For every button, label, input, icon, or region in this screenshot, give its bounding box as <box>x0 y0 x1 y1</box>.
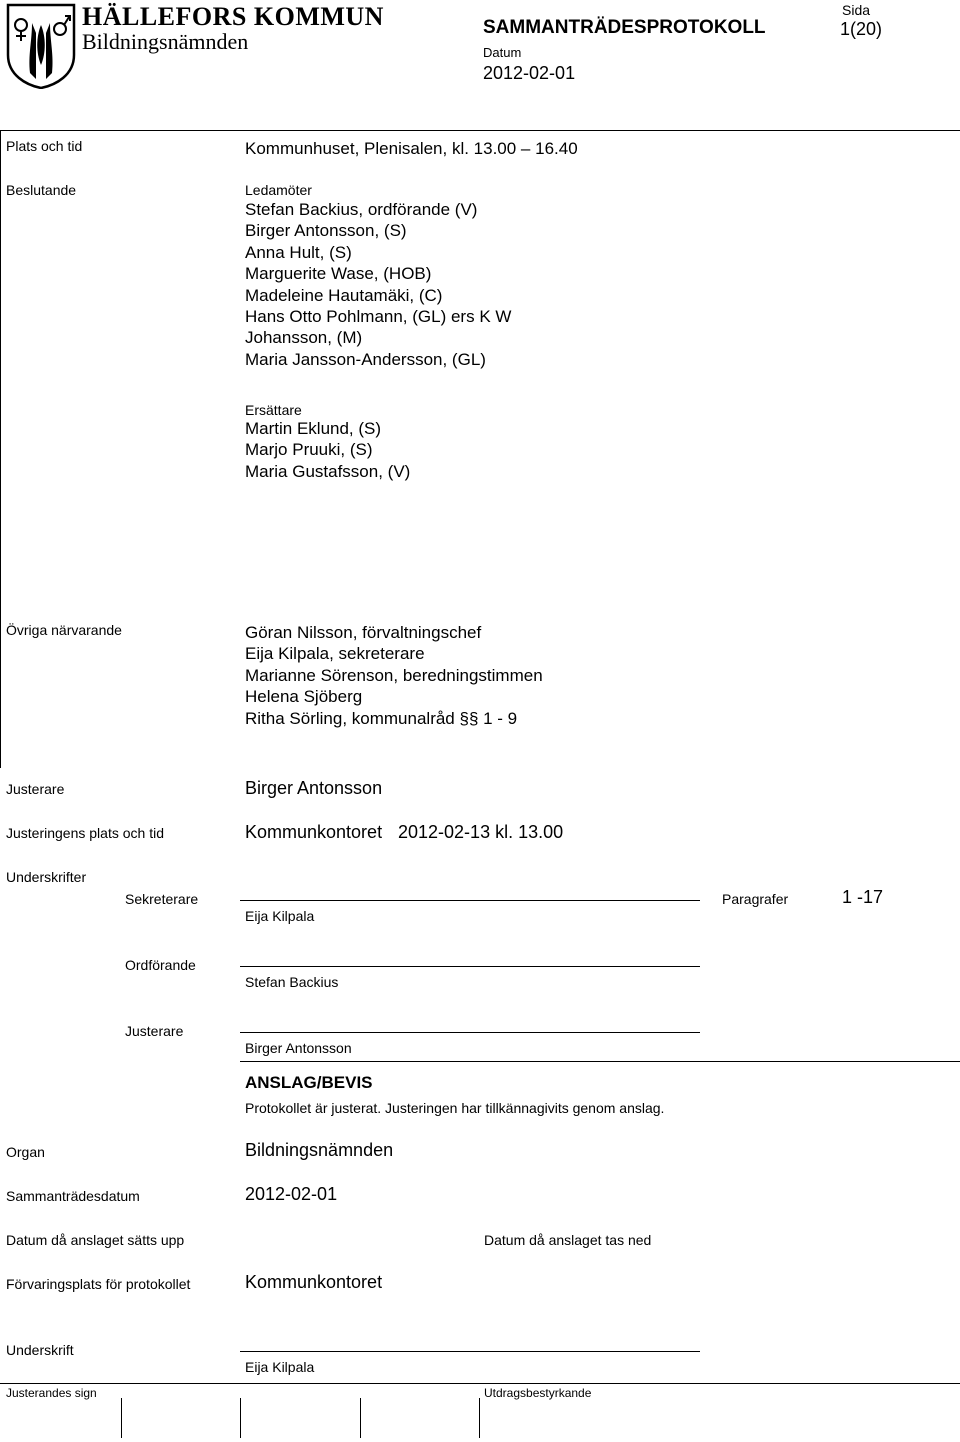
attendee-item: Ritha Sörling, kommunalråd §§ 1 - 9 <box>245 708 518 728</box>
adjust-place-label: Justeringens plats och tid <box>6 825 164 841</box>
member-item: Madeleine Hautamäki, (C) <box>245 285 443 305</box>
member-item: Johansson, (M) <box>245 328 363 348</box>
sign-box-divider <box>240 1398 241 1438</box>
substitute-item: Marjo Pruuki, (S) <box>245 440 373 460</box>
sign-box-divider <box>360 1398 361 1438</box>
attendee-item: Marianne Sörenson, beredningstimmen <box>245 665 543 685</box>
attendee-item: Helena Sjöberg <box>245 687 363 707</box>
notice-text: Protokollet är justerat. Justeringen har tillkännagivits genom anslag. <box>245 1100 665 1116</box>
signatures-heading: Underskrifter <box>6 869 87 885</box>
substitutes-list <box>245 418 410 482</box>
sign-box-divider <box>121 1398 122 1438</box>
secretary-label: Sekreterare <box>125 891 199 907</box>
storage-label: Förvaringsplats för protokollet <box>6 1276 191 1292</box>
removed-date-label: Datum då anslaget tas ned <box>484 1232 652 1248</box>
posted-date-label: Datum då anslaget sätts upp <box>6 1232 185 1248</box>
member-item: Anna Hult, (S) <box>245 242 352 262</box>
extract-label: Utdragsbestyrkande <box>484 1386 592 1400</box>
chair-label: Ordförande <box>125 957 196 973</box>
coat-of-arms-logo <box>6 3 76 89</box>
document-type: SAMMANTRÄDESPROTOKOLL <box>483 17 766 38</box>
deciding-label: Beslutande <box>6 182 77 198</box>
signature-name: Eija Kilpala <box>245 1359 315 1375</box>
member-item: Stefan Backius, ordförande (V) <box>245 200 478 219</box>
others-label: Övriga närvarande <box>6 622 122 638</box>
meeting-date-label: Sammanträdesdatum <box>6 1188 140 1204</box>
paragraphs-label: Paragrafer <box>722 891 789 907</box>
member-item: Maria Jansson-Andersson, (GL) <box>245 349 486 369</box>
substitute-item: Martin Eklund, (S) <box>245 419 382 438</box>
signatures-adjuster-name: Birger Antonsson <box>245 1040 352 1056</box>
secretary-name: Eija Kilpala <box>245 908 315 924</box>
adjuster-label: Justerare <box>6 781 65 797</box>
sign-box-divider <box>479 1398 480 1438</box>
member-item: Marguerite Wase, (HOB) <box>245 264 432 284</box>
adjuster-value: Birger Antonsson <box>245 778 383 798</box>
signatures-adjuster-label: Justerare <box>125 1023 184 1039</box>
paragraphs-value: 1 -17 <box>842 887 884 907</box>
substitute-item: Maria Gustafsson, (V) <box>245 461 411 481</box>
storage-value: Kommunkontoret <box>245 1272 383 1292</box>
organ-label: Organ <box>6 1144 45 1160</box>
chair-name: Stefan Backius <box>245 974 339 990</box>
meeting-date-value: 2012-02-01 <box>245 1184 338 1204</box>
member-item: Hans Otto Pohlmann, (GL) ers K W <box>245 307 512 327</box>
attendee-item: Eija Kilpala, sekreterare <box>245 644 425 664</box>
adjust-time-value: 2012-02-13 kl. 13.00 <box>398 822 564 842</box>
place-label: Plats och tid <box>6 138 83 154</box>
adjuster-sign-label: Justerandes sign <box>6 1386 97 1400</box>
department-name: Bildningsnämnden <box>82 29 249 54</box>
substitutes-heading: Ersättare <box>245 402 302 418</box>
page-label: Sida <box>842 2 871 18</box>
place-value: Kommunhuset, Plenisalen, kl. 13.00 – 16.40 <box>245 139 578 158</box>
adjust-place-value: Kommunkontoret <box>245 822 383 842</box>
member-item: Birger Antonsson, (S) <box>245 221 407 241</box>
signature-label: Underskrift <box>6 1342 74 1358</box>
attendee-item: Göran Nilsson, förvaltningschef <box>245 623 482 642</box>
members-list <box>245 199 511 370</box>
organ-value: Bildningsnämnden <box>245 1140 394 1160</box>
notice-heading: ANSLAG/BEVIS <box>245 1073 373 1092</box>
date-value: 2012-02-01 <box>483 63 576 83</box>
page-number: 1(20) <box>840 19 883 39</box>
members-heading: Ledamöter <box>245 182 312 198</box>
org-name: HÄLLEFORS KOMMUN <box>82 2 384 31</box>
date-label: Datum <box>483 45 522 60</box>
others-list <box>245 622 543 729</box>
